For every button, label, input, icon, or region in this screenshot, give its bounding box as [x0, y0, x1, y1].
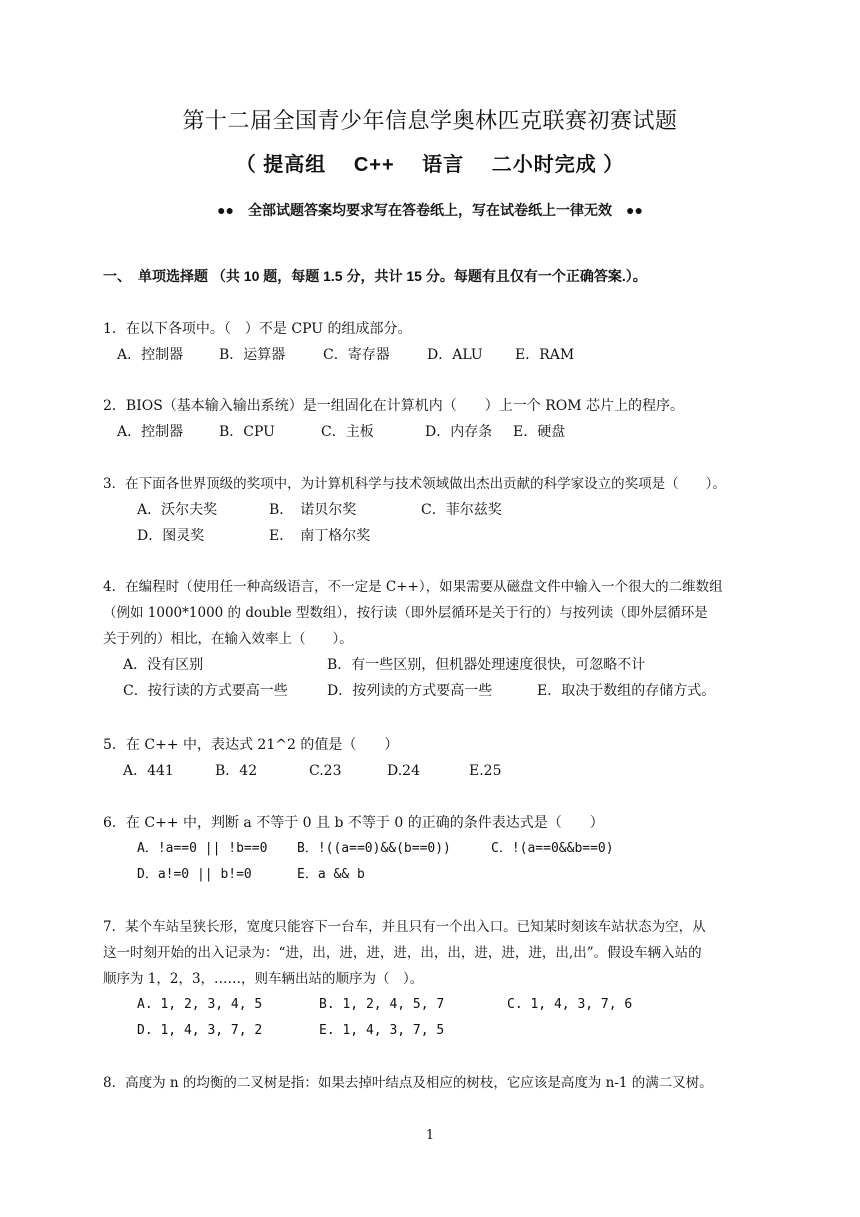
- option-row: [103, 678, 763, 704]
- question-stem-line: （例如 1000*1000 的 double 型数组），按行读（即外层循环是关于行的）与按列读（即外层循环是: [103, 605, 708, 621]
- option-row: [103, 992, 763, 1018]
- question-stem: 3．在下面各世界顶级的奖项中，为计算机科学与技术领域做出杰出贡献的科学家设立的奖项是（ ）。: [103, 476, 726, 492]
- option-a: A．!a==0 || !b==0: [137, 841, 268, 856]
- option-row: [103, 836, 758, 862]
- option-b: B．运算器: [219, 347, 286, 363]
- option-row: [103, 497, 763, 523]
- question-8: [103, 1070, 763, 1096]
- option-a: A．没有区别: [123, 657, 204, 673]
- option-c: C．按行读的方式要高一些: [123, 683, 288, 699]
- option-c: C．!(a==0&&b==0): [491, 841, 614, 856]
- question-stem: 5．在 C++ 中，表达式 21^2 的值是（ ）: [103, 737, 399, 753]
- option-d: D．ALU: [427, 347, 483, 363]
- option-c: C．菲尔兹奖: [421, 502, 502, 518]
- option-d: D.24: [387, 763, 420, 779]
- option-c: C．寄存器: [323, 347, 390, 363]
- option-b: B．!((a==0)&&(b==0)): [297, 841, 451, 856]
- option-a: A．控制器: [117, 347, 184, 363]
- option-row: [103, 342, 758, 368]
- option-d: D．内存条: [425, 424, 493, 440]
- option-c: C.23: [309, 763, 342, 779]
- option-c: C．主板: [321, 424, 374, 440]
- option-c: C. 1, 4, 3, 7, 6: [507, 997, 633, 1012]
- option-row: [103, 652, 763, 678]
- option-e: E． 南丁格尔奖: [269, 528, 371, 544]
- option-row: [103, 523, 763, 549]
- notice-line: ●● 全部试题答案均要求写在答卷纸上，写在试卷纸上一律无效 ●●: [217, 202, 643, 218]
- page-subtitle: （ 提高组 C++ 语言 二小时完成 ）: [235, 154, 625, 176]
- option-row: [103, 419, 758, 445]
- option-e: E．取决于数组的存储方式。: [537, 683, 716, 699]
- section-heading: 一、 单项选择题 （共 10 题，每题 1.5 分，共计 15 分。每题有且仅有一个正确答案.）。: [103, 268, 647, 284]
- option-e: E.25: [469, 763, 502, 779]
- question-stem-line: 关于列的）相比，在输入效率上（ ）。: [103, 631, 353, 647]
- option-b: B．CPU: [219, 424, 275, 440]
- page-title: 第十二届全国青少年信息学奥林匹克联赛初赛试题: [182, 109, 678, 134]
- question-stem-line: 这一时刻开始的出入记录为：“进，出，进，进，进，出，出，进，进，进，出,出”。假设车辆入站的: [103, 945, 702, 961]
- option-e: E．RAM: [515, 347, 575, 363]
- page-number: 1: [425, 1128, 435, 1143]
- option-b: B．有一些区别，但机器处理速度很快，可忽略不计: [327, 657, 646, 673]
- option-e: E. 1, 4, 3, 7, 5: [319, 1023, 445, 1038]
- question-stem: 2．BIOS（基本输入输出系统）是一组固化在计算机内（ ）上一个 ROM 芯片上的程序。: [103, 398, 685, 414]
- question-stem: 6．在 C++ 中，判断 a 不等于 0 且 b 不等于 0 的正确的条件表达式是（ ）: [103, 815, 604, 831]
- question-5: [103, 732, 758, 784]
- question-stem-line: 顺序为 1，2，3，……，则车辆出站的顺序为（ ）。: [103, 971, 424, 987]
- question-stem: 1．在以下各项中。（ ）不是 CPU 的组成部分。: [103, 321, 412, 337]
- option-d: D．按列读的方式要高一些: [327, 683, 493, 699]
- question-6: [103, 810, 758, 888]
- option-a: A．441: [123, 763, 174, 779]
- question-7: [103, 914, 763, 1044]
- option-d: D. 1, 4, 3, 7, 2: [137, 1023, 263, 1038]
- option-row: [103, 1018, 763, 1044]
- option-d: D．a!=0 || b!=0: [137, 867, 252, 882]
- option-b: B．42: [215, 763, 258, 779]
- question-stem-line: 7．某个车站呈狭长形，宽度只能容下一台车，并且只有一个出入口。已知某时刻该车站状态为空，从: [103, 919, 706, 935]
- option-d: D．图灵奖: [137, 528, 205, 544]
- question-stem-line: 4．在编程时（使用任一种高级语言，不一定是 C++），如果需要从磁盘文件中输入一个很大的二维数组: [103, 579, 723, 595]
- option-row: [103, 862, 758, 888]
- question-2: [103, 393, 758, 445]
- question-1: [103, 316, 758, 368]
- option-a: A. 1, 2, 3, 4, 5: [137, 997, 263, 1012]
- option-e: E．硬盘: [513, 424, 566, 440]
- option-row: [103, 758, 758, 784]
- option-a: A．控制器: [117, 424, 184, 440]
- option-b: B. 1, 2, 4, 5, 7: [319, 997, 445, 1012]
- option-b: B． 诺贝尔奖: [269, 502, 357, 518]
- option-a: A．沃尔夫奖: [137, 502, 218, 518]
- option-e: E．a && b: [297, 867, 365, 882]
- question-4: [103, 574, 763, 704]
- question-stem: 8．高度为 n 的均衡的二叉树是指：如果去掉叶结点及相应的树枝，它应该是高度为 n-1 的满二叉树。: [103, 1075, 713, 1091]
- question-3: [103, 471, 763, 549]
